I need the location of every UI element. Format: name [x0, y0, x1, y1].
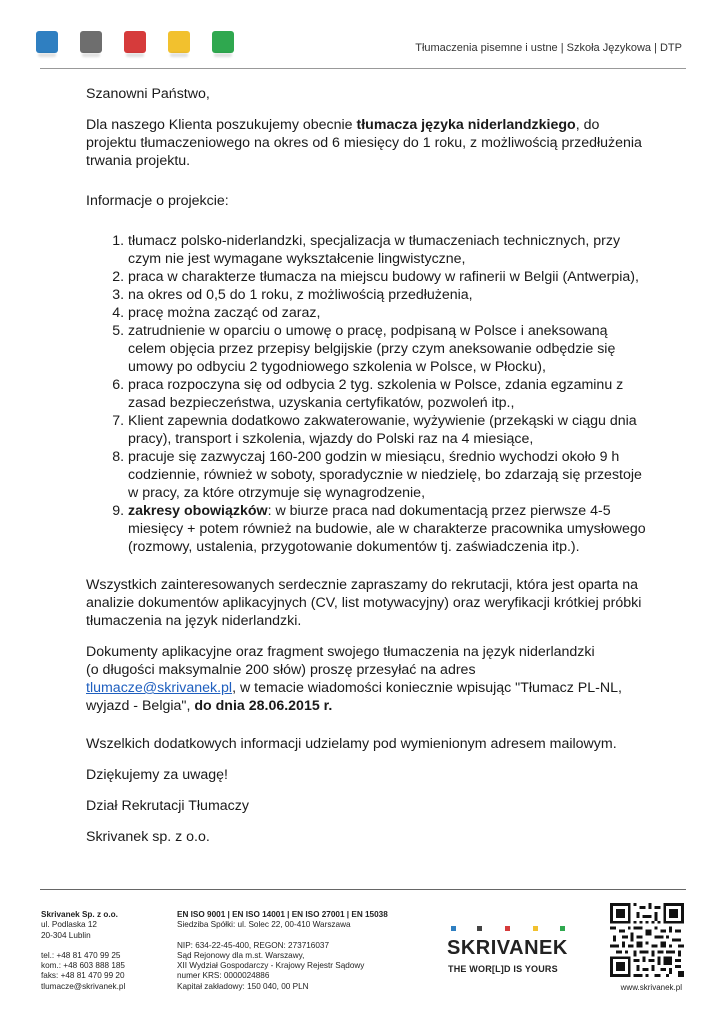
- deadline: do dnia 28.06.2015 r.: [194, 698, 333, 714]
- list-item: 3. na okres od 0,5 do 1 roku, z możliwością przedłużenia,: [128, 286, 646, 304]
- brand-dot-gray: [477, 926, 482, 931]
- header-divider: [40, 68, 686, 69]
- signature-department: Dział Rekrutacji Tłumaczy: [86, 798, 249, 814]
- list-item: 8. pracuje się zazwyczaj 160-200 godzin w miesiącu, średnio wychodzi około 9 h codziennie, również w soboty, sporadycznie w niedzielę, bo zdarzają się przestoje w pracy, za które otrzymuje się wynagrodzenie,: [128, 448, 646, 502]
- list-item: 2. praca w charakterze tłumacza na miejscu budowy w rafinerii w Belgii (Antwerpia),: [128, 268, 646, 286]
- brand-dots: [449, 926, 569, 932]
- logo-square-gray: [80, 31, 102, 53]
- footer-tel: tel.: +48 81 470 99 25: [41, 950, 121, 960]
- apply-paragraph: Dokumenty aplikacyjne oraz fragment swojego tłumaczenia na język niderlandzki (o długości maksymalnie 200 słów) proszę przesyłać na adres tlumacze@skrivanek.pl, w temacie wiadomości koniecznie wpisując "Tłumacz PL-NL, wyjazd - Belgia", do dnia 28.06.2015 r.: [86, 644, 622, 714]
- brand-dot-yellow: [533, 926, 538, 931]
- footer-capital: Kapitał zakładowy: 150 040, 00 PLN: [177, 981, 309, 991]
- footer-kom: kom.: +48 603 888 185: [41, 961, 125, 971]
- brand-dot-red: [505, 926, 510, 931]
- qr-code-icon: [610, 903, 684, 977]
- list-item: 9. zakresy obowiązków: w biurze praca nad dokumentacją przez pierwsze 4-5 miesięcy + potem również na budowie, ale w charakterze pracownika umysłowego (rozmowy, ustalenia, przygotowanie dokumentów tj. zaświadczenia itp.).: [128, 502, 646, 556]
- footer-email[interactable]: tlumacze@skrivanek.pl: [41, 981, 126, 991]
- list-item: 4. pracę można zacząć od zaraz,: [128, 304, 646, 322]
- list-item: 1. tłumacz polsko-niderlandzki, specjalizacja w tłumaczeniach technicznych, przy czym nie jest wymagane wykształcenie lingwistyczne,: [128, 232, 646, 268]
- footer-seat: Siedziba Spółki: ul. Solec 22, 00-410 Warszawa: [177, 920, 351, 930]
- logo-square-red: [124, 31, 146, 53]
- footer-court2: XII Wydział Gospodarczy - Krajowy Rejestr Sądowy: [177, 961, 365, 971]
- signature-company: Skrivanek sp. z o.o.: [86, 829, 210, 845]
- logo-square-green: [212, 31, 234, 53]
- more-info-paragraph: Wszelkich dodatkowych informacji udzielamy pod wymienionym adresem mailowym.: [86, 736, 617, 752]
- header-tagline: Tłumaczenia pisemne i ustne | Szkoła Językowa | DTP: [415, 42, 682, 54]
- logo-square-yellow: [168, 31, 190, 53]
- list-item: 7. Klient zapewnia dodatkowo zakwaterowanie, wyżywienie (przekąski w ciągu dnia pracy), transport i szkolenia, wjazdy do Polski raz na 4 miesiące,: [128, 412, 646, 448]
- email-link[interactable]: tlumacze@skrivanek.pl: [86, 680, 233, 696]
- footer-legal: [177, 910, 388, 992]
- brand-logo-text: SKRIVANEK: [447, 937, 568, 959]
- greeting: Szanowni Państwo,: [86, 86, 210, 102]
- footer-faks: faks: +48 81 470 99 20: [41, 971, 125, 981]
- position-title: tłumacza języka niderlandzkiego: [356, 117, 576, 133]
- footer-divider: [40, 889, 686, 890]
- project-info-list: [86, 232, 646, 556]
- letter-body: [86, 85, 646, 859]
- website-link[interactable]: www.skrivanek.pl: [620, 983, 682, 992]
- logo-square-blue: [36, 31, 58, 53]
- brand-dot-green: [560, 926, 565, 931]
- footer-contact: [41, 910, 125, 992]
- footer-krs: numer KRS: 0000024886: [177, 971, 270, 981]
- footer-address-line1: ul. Podlaska 12: [41, 920, 97, 930]
- brand-slogan: THE WOR[L]D IS YOURS: [448, 964, 558, 974]
- info-heading: Informacje o projekcie:: [86, 193, 229, 209]
- list-item: 6. praca rozpoczyna się od odbycia 2 tyg. szkolenia w Polsce, zdania egzaminu z zasad bezpieczeństwa, uzyskania certyfikatów, pozwoleń itp.,: [128, 376, 646, 412]
- brand-dot-blue: [451, 926, 456, 931]
- intro-paragraph: Dla naszego Klienta poszukujemy obecnie tłumacza języka niderlandzkiego, do projektu tłumaczeniowego na okres od 6 miesięcy do 1 roku, z możliwością przedłużenia trwania projektu.: [86, 117, 642, 169]
- list-item: 5. zatrudnienie w oparciu o umowę o pracę, podpisaną w Polsce i aneksowaną celem objęcia przez przepisy belgijskie (przy czym aneksowanie odbędzie się umowy po odbyciu 2 tygodniowego szkolenia w Polsce, w Płocku),: [128, 322, 646, 376]
- footer-company: Skrivanek Sp. z o.o.: [41, 910, 118, 919]
- thanks: Dziękujemy za uwagę!: [86, 767, 228, 783]
- footer-iso: EN ISO 9001 | EN ISO 14001 | EN ISO 27001 | EN 15038: [177, 910, 388, 919]
- invite-paragraph: Wszystkich zainteresowanych serdecznie zapraszamy do rekrutacji, która jest oparta na analizie dokumentów aplikacyjnych (CV, list motywacyjny) oraz weryfikacji krótkiej próbki tłumaczenia na język niderlandzki.: [86, 577, 642, 629]
- footer-court1: Sąd Rejonowy dla m.st. Warszawy,: [177, 950, 305, 960]
- footer-nip: NIP: 634-22-45-400, REGON: 273716037: [177, 940, 330, 950]
- footer-address-line2: 20-304 Lublin: [41, 930, 91, 940]
